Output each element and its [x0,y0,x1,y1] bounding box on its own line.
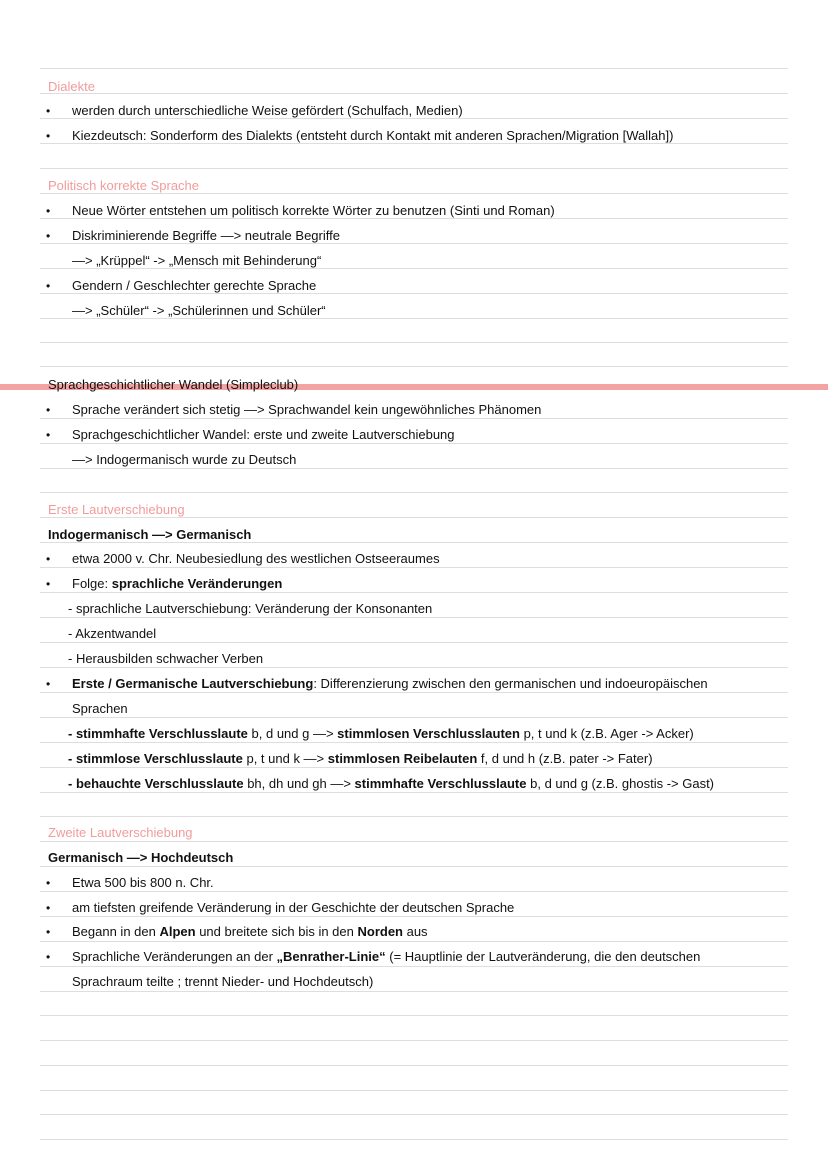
list-item [72,923,788,941]
list-item: —> Indogermanisch wurde zu Deutsch [72,452,297,467]
list-item: —> „Krüppel“ -> „Mensch mit Behinderung“ [72,253,322,268]
bullet: • [46,876,51,890]
section-heading: Dialekte [48,79,95,94]
ruled-line [40,492,788,493]
list-item: am tiefsten greifende Veränderung in der Geschichte der deutschen Sprache [72,900,515,915]
list-item: - sprachliche Lautverschiebung: Veränderung der Konsonanten [68,601,433,616]
bullet: • [46,279,51,293]
text-run: (= Hauptlinie der Lautveränderung, die den deutschen [385,949,701,964]
bold-run: - stimmlose Verschlusslaute [68,751,243,766]
bold-run: Norden [357,924,403,939]
bullet: • [46,677,51,691]
list-item: Etwa 500 bis 800 n. Chr. [72,875,214,890]
text-run: Begann in den [72,924,160,939]
list-item: - Herausbilden schwacher Verben [68,651,264,666]
text-run: p, t und k (z.B. Ager -> Acker) [519,726,694,741]
text-run: b, d und g —> [247,726,338,741]
list-item: Neue Wörter entstehen um politisch korrekte Wörter zu benutzen (Sinti und Roman) [72,203,555,218]
section-heading: Politisch korrekte Sprache [48,178,200,193]
ruled-line [40,1065,788,1066]
text-run: p, t und k —> [242,751,328,766]
bold-run: Alpen [159,924,196,939]
section-subheading: Indogermanisch —> Germanisch [48,527,252,542]
list-item [72,948,788,966]
list-item: Kiezdeutsch: Sonderform des Dialekts (entsteht durch Kontakt mit anderen Sprachen/Migration [Wallah]) [72,128,674,143]
section-heading: Zweite Lautverschiebung [48,825,193,840]
text-run: Sprachliche Veränderungen an der [72,949,277,964]
text-run: b, d und g (z.B. ghostis -> Gast) [526,776,715,791]
bold-run: - behauchte Verschlusslaute [68,776,244,791]
text-run: f, d und h (z.B. pater -> Fater) [477,751,653,766]
list-item: Gendern / Geschlechter gerechte Sprache [72,278,317,293]
bullet: • [46,925,51,939]
ruled-line [40,168,788,169]
bullet: • [46,104,51,118]
ruled-line [40,342,788,343]
list-item: —> „Schüler“ -> „Schülerinnen und Schüler“ [72,303,326,318]
list-item [72,675,788,693]
bullet: • [46,129,51,143]
bullet: • [46,901,51,915]
ruled-line [40,366,788,367]
section-subheading: Germanisch —> Hochdeutsch [48,850,234,865]
bold-run: stimmhafte Verschlusslaute [354,776,527,791]
list-item [72,575,788,593]
bullet: • [46,229,51,243]
section-heading: Erste Lautverschiebung [48,502,185,517]
text-run: und breitete sich bis in den [195,924,358,939]
list-item: - Akzentwandel [68,626,157,641]
list-item: Diskriminierende Begriffe —> neutrale Begriffe [72,228,340,243]
bold-run: „Benrather-Linie“ [276,949,386,964]
ruled-line [40,966,788,967]
list-item: Sprache verändert sich stetig —> Sprachwandel kein ungewöhnliches Phänomen [72,402,542,417]
ruled-line [40,1090,788,1091]
ruled-line [40,991,788,992]
text-run: : Differenzierung zwischen den germanischen und indoeuropäischen [313,676,708,691]
list-item [68,750,788,768]
ruled-line [40,1015,788,1016]
list-item: werden durch unterschiedliche Weise gefördert (Schulfach, Medien) [72,103,463,118]
text-run: bh, dh und gh —> [243,776,355,791]
text-run: Folge: [72,576,112,591]
bullet: • [46,403,51,417]
bullet: • [46,552,51,566]
list-item: etwa 2000 v. Chr. Neubesiedlung des westlichen Ostseeraumes [72,551,440,566]
bold-run: - stimmhafte Verschlusslaute [68,726,248,741]
bullet: • [46,204,51,218]
list-item [68,775,788,793]
ruled-line [40,1114,788,1115]
bullet: • [46,428,51,442]
text-run: aus [402,924,428,939]
ruled-line [40,941,788,942]
ruled-line [40,68,788,69]
list-item [68,725,788,743]
bold-run: stimmlosen Verschlusslauten [337,726,520,741]
bold-run: sprachliche Veränderungen [111,576,283,591]
section-heading: Sprachgeschichtlicher Wandel (Simpleclub) [48,377,299,392]
list-item: Sprachraum teilte ; trennt Nieder- und Hochdeutsch) [72,974,374,989]
list-item: Sprachen [72,701,128,716]
ruled-line [40,816,788,817]
ruled-line [40,1040,788,1041]
list-item: Sprachgeschichtlicher Wandel: erste und zweite Lautverschiebung [72,427,455,442]
bullet: • [46,950,51,964]
bold-run: stimmlosen Reibelauten [327,751,478,766]
ruled-line [40,1139,788,1140]
bullet: • [46,577,51,591]
bold-run: Erste / Germanische Lautverschiebung [72,676,314,691]
